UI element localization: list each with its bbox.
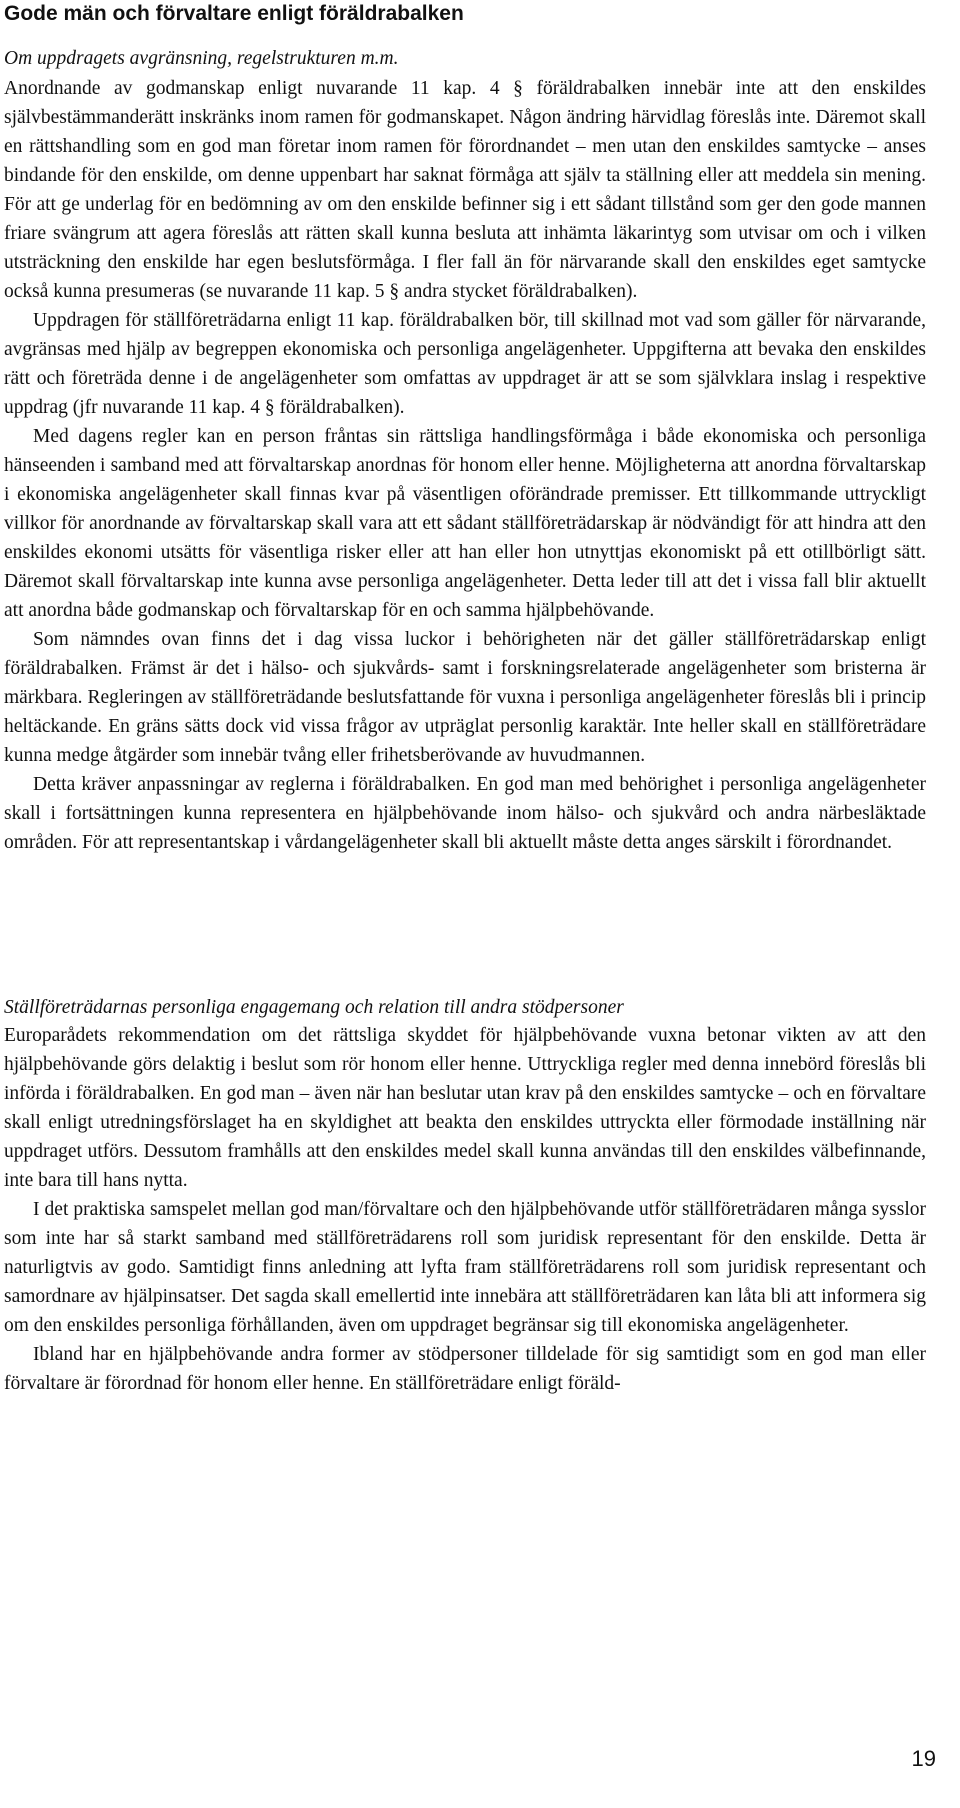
document-title: Gode män och förvaltare enligt föräldrabalken: [4, 2, 464, 25]
paragraph: Detta kräver anpassningar av reglerna i föräldrabalken. En god man med behörighet i personliga angelägenheter skall i fortsättningen kunna representera en hjälpbehövande inom hälso- och sjukvård och andra närbesläktade områden. För att representantskap i vårdangelägenheter skall bli aktuellt måste detta anges särskilt i förordnandet.: [4, 774, 926, 853]
paragraph: Anordnande av godmanskap enligt nuvarande 11 kap. 4 § föräldrabalken innebär inte att den enskildes självbestämmanderätt inskränks inom ramen för godmanskapet. Någon ändring härvidlag föreslås inte. Däremot skall en rättshandling som en god man företar inom ramen för förordnandet – men utan den enskildes samtycke – anses bindande för den enskilde, om denne uppenbart har saknat förmåga att själv ta ställning eller att meddela sin mening. För att ge underlag för en bedömning av om den enskilde befinner sig i ett sådant tillstånd som ger den gode mannen friare svängrum att agera föreslås att rätten skall kunna besluta att inhämta läkarintyg som utvisar om och i vilken utsträckning den enskilde har egen beslutsförmåga. I fler fall än för närvarande skall den enskildes eget samtycke också kunna presumeras (se nuvarande 11 kap. 5 § andra stycket föräldrabalken).: [4, 78, 926, 302]
section-engagement-body: [4, 1021, 926, 1398]
page-number: 19: [911, 1746, 936, 1771]
section-heading-engagement: Ställföreträdarnas personliga engagemang och relation till andra stödpersoner: [4, 997, 624, 1018]
section-scope-body: [4, 74, 926, 857]
paragraph: Som nämndes ovan finns det i dag vissa luckor i behörigheten när det gäller ställföreträdarskap enligt föräldrabalken. Främst är det i hälso- och sjukvårds- samt i forskningsrelaterade angelägenheter som bristerna är märkbara. Regleringen av ställföreträdande beslutsfattande för vuxna i personliga angelägenheter föreslås bli i princip heltäckande. En gräns sätts dock vid vissa frågor av utpräglat personlig karaktär. Inte heller skall en ställföreträdare kunna medge åtgärder som innebär tvång eller frihetsberövande av huvudmannen.: [4, 629, 926, 766]
section-heading-scope: Om uppdragets avgränsning, regelstrukturen m.m.: [4, 48, 399, 69]
paragraph: Europarådets rekommendation om det rättsliga skyddet för hjälpbehövande vuxna betonar vikten av att den hjälpbehövande görs delaktig i beslut som rör honom eller henne. Uttryckliga regler med denna innebörd föreslås bli införda i föräldrabalken. En god man – även när han beslutar utan krav på den enskildes samtycke – och en förvaltare skall enligt utredningsförslaget ha en skyldighet att beakta den enskildes uttryckta eller förmodade inställning när uppdraget utförs. Dessutom framhålls att den enskildes medel skall kunna användas till den enskildes välbefinnande, inte bara till hans nytta.: [4, 1025, 926, 1191]
paragraph: Uppdragen för ställföreträdarna enligt 11 kap. föräldrabalken bör, till skillnad mot vad som gäller för närvarande, avgränsas med hjälp av begreppen ekonomiska och personliga angelägenheter. Uppgifterna att bevaka den enskildes rätt och företräda denne i de angelägenheter som omfattas av uppdraget är att se som självklara inslag i respektive uppdrag (jfr nuvarande 11 kap. 4 § föräldrabalken).: [4, 310, 926, 418]
paragraph: Ibland har en hjälpbehövande andra former av stödpersoner tilldelade för sig samtidigt som en god man eller förvaltare är förordnad för honom eller henne. En ställföreträdare enligt föräld-: [4, 1344, 926, 1394]
paragraph: Med dagens regler kan en person fråntas sin rättsliga handlingsförmåga i både ekonomiska och personliga hänseenden i samband med att förvaltarskap anordnas för honom eller henne. Möjligheterna att anordna förvaltarskap i ekonomiska angelägenheter skall finnas kvar på väsentligen oförändrade premisser. Ett tillkommande uttryckligt villkor för anordnande av förvaltarskap skall vara att ett sådant ställföreträdarskap är nödvändigt för att hindra att den enskildes ekonomi utsätts för väsentliga risker eller att han eller hon utnyttjas ekonomiskt på ett otillbörligt sätt. Däremot skall förvaltarskap inte kunna avse personliga angelägenheter. Detta leder till att det i vissa fall blir aktuellt att anordna både godmanskap och förvaltarskap för en och samma hjälpbehövande.: [4, 426, 926, 621]
paragraph: I det praktiska samspelet mellan god man/förvaltare och den hjälpbehövande utför ställföreträdaren många sysslor som inte har så starkt samband med ställföreträdarens roll som juridisk representant för den enskilde. Detta är naturligtvis av godo. Samtidigt finns anledning att lyfta fram ställföreträdarens roll som juridisk representant och samordnare av hjälpinsatser. Det sagda skall emellertid inte innebära att ställföreträdaren kan låta bli att informera sig om den enskildes personliga förhållanden, även om uppdraget begränsar sig till ekonomiska angelägenheter.: [4, 1199, 926, 1336]
